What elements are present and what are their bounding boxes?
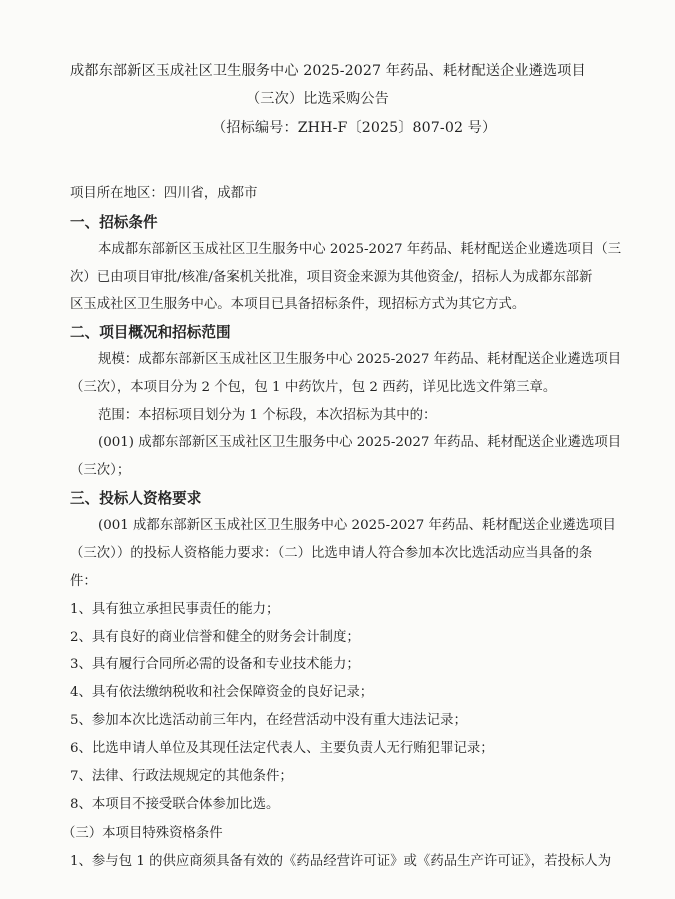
special-qualification-heading: （三）本项目特殊资格条件 [62,826,223,841]
requirement-item-4: 4、具有依法缴纳税收和社会保障资金的良好记录； [70,685,374,700]
section-3-line-3: 件： [70,574,97,589]
section-heading-1: 一、招标条件 [70,214,158,231]
requirement-item-5: 5、参加本次比选活动前三年内，在经营活动中没有重大违法记录； [70,713,467,728]
section-heading-2: 二、项目概况和招标范围 [70,324,231,341]
section-2-line-4: (001) 成都东部新区玉成社区卫生服务中心 2025-2027 年药品、耗材配送企业遴选项目 [98,435,622,450]
doc-title-line-2: （三次）比选采购公告 [246,91,389,107]
section-2-line-5: （三次）； [70,463,131,478]
section-1-line-2: 次）已由项目审批/核准/备案机关批准，项目资金来源为其他资金/，招标人为成都东部新 [70,270,593,285]
requirement-item-8: 8、本项目不接受联合体参加比选。 [70,797,280,812]
doc-title-line-1: 成都东部新区玉成社区卫生服务中心 2025-2027 年药品、耗材配送企业遴选项目 [70,63,586,79]
project-location: 项目所在地区：四川省，成都市 [70,186,258,201]
section-2-line-1: 规模：成都东部新区玉成社区卫生服务中心 2025-2027 年药品、耗材配送企业遴选项目 [98,352,622,367]
requirement-item-2: 2、具有良好的商业信誉和健全的财务会计制度； [70,630,360,645]
section-2-line-3: 范围：本招标项目划分为 1 个标段，本次招标为其中的： [98,408,437,423]
section-3-line-1: (001 成都东部新区玉成社区卫生服务中心 2025-2027 年药品、耗材配送企业遴选项目 [98,518,616,533]
section-heading-3: 三、投标人资格要求 [70,490,202,507]
requirement-item-3: 3、具有履行合同所必需的设备和专业技术能力； [70,657,360,672]
section-2-line-2: （三次），本项目分为 2 个包，包 1 中药饮片，包 2 西药，详见比选文件第三章。 [70,380,557,395]
section-1-line-1: 本成都东部新区玉成社区卫生服务中心 2025-2027 年药品、耗材配送企业遴选项目（三 [98,242,622,257]
section-1-line-3: 区玉成社区卫生服务中心。本项目已具备招标条件，现招标方式为其它方式。 [70,297,526,312]
requirement-item-1: 1、具有独立承担民事责任的能力； [70,602,280,617]
requirement-item-7: 7、法律、行政法规规定的其他条件； [70,769,293,784]
requirement-item-6: 6、比选申请人单位及其现任法定代表人、主要负责人无行贿犯罪记录； [70,741,494,756]
special-qualification-line-1: 1、参与包 1 的供应商须具备有效的《药品经营许可证》或《药品生产许可证》，若投标人为 [70,854,612,869]
section-3-line-2: （三次））的投标人资格能力要求：（二）比选申请人符合参加本次比选活动应当具备的条 [70,546,593,561]
doc-bid-number: （招标编号：ZHH-F〔2025〕807-02 号） [212,120,497,136]
